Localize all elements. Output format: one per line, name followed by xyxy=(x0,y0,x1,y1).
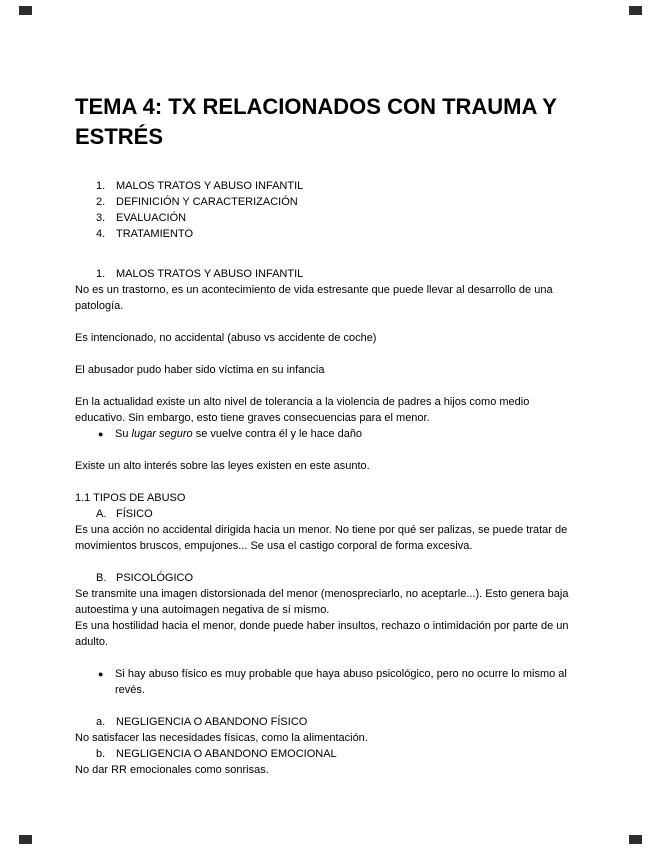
bullet-text-italic: lugar seguro xyxy=(131,428,193,440)
bullet-text-post: se vuelve contra él y le hace daño xyxy=(192,428,363,440)
section-1-paragraph-5: Existe un alto interés sobre las leyes existen en este asunto. xyxy=(75,460,370,472)
negligencia-fisica-paragraph: No satisfacer las necesidades físicas, como la alimentación. xyxy=(75,732,368,744)
blank-line xyxy=(75,650,579,666)
subsection-label: FÍSICO xyxy=(116,508,153,520)
index-item-number: 3. xyxy=(96,212,106,224)
subsection-letter: b. xyxy=(96,748,106,760)
subsection-b-negligencia-emocional-heading xyxy=(75,746,579,762)
subsection-a-fisico-heading xyxy=(75,506,579,522)
section-1-paragraph-2: Es intencionado, no accidental (abuso vs accidente de coche) xyxy=(75,332,377,344)
bullet-item-text: Si hay abuso físico es muy probable que haya abuso psicológico, pero no ocurre lo mismo al revés. xyxy=(115,668,567,696)
index-item-number: 4. xyxy=(96,228,106,240)
index-item-label: TRATAMIENTO xyxy=(116,228,193,240)
index-item xyxy=(75,210,579,226)
subsection-label: PSICOLÓGICO xyxy=(116,572,194,584)
section-1-heading-number: 1. xyxy=(96,268,106,280)
blank-line xyxy=(75,698,579,714)
index-item xyxy=(75,178,579,194)
bullet-item-lugar-seguro xyxy=(75,426,579,442)
section-1-paragraph-3: El abusador pudo haber sido víctima en su infancia xyxy=(75,364,325,376)
subsection-a-negligencia-fisica-heading xyxy=(75,714,579,730)
blank-line xyxy=(75,314,579,330)
subsection-letter: a. xyxy=(96,716,106,728)
psicologico-paragraph-2: Es una hostilidad hacia el menor, donde puede haber insultos, rechazo o intimidación por parte de un adulto. xyxy=(75,620,569,648)
index-item-number: 2. xyxy=(96,196,106,208)
blank-line xyxy=(75,378,579,394)
subsection-letter: B. xyxy=(96,572,107,584)
section-1-heading-label: MALOS TRATOS Y ABUSO INFANTIL xyxy=(116,268,304,280)
blank-line xyxy=(75,474,579,490)
section-1-paragraph-1: No es un trastorno, es un acontecimiento de vida estresante que puede llevar al desarrollo de una patología. xyxy=(75,284,553,312)
bullet-text-pre: Su xyxy=(115,428,132,440)
bullet-item-text xyxy=(115,426,579,442)
index-item xyxy=(75,194,579,210)
section-1-paragraph-4: En la actualidad existe un alto nivel de tolerancia a la violencia de padres a hijos como medio educativo. Sin embargo, esto tiene graves consecuencias para el menor. xyxy=(75,396,530,424)
index-item-label: EVALUACIÓN xyxy=(116,212,187,224)
negligencia-emocional-paragraph: No dar RR emocionales como sonrisas. xyxy=(75,764,269,776)
subsection-letter: A. xyxy=(96,508,107,520)
blank-line xyxy=(75,554,579,570)
index-item-number: 1. xyxy=(96,180,106,192)
index-item-label: DEFINICIÓN Y CARACTERIZACIÓN xyxy=(116,196,298,208)
bullet-item-abuso-fisico-psicologico xyxy=(75,666,579,698)
section-1-heading xyxy=(75,266,579,282)
index-list xyxy=(75,178,579,242)
index-item xyxy=(75,226,579,242)
index-item-label: MALOS TRATOS Y ABUSO INFANTIL xyxy=(116,180,304,192)
blank-line xyxy=(75,442,579,458)
psicologico-paragraph-1: Se transmite una imagen distorsionada del menor (menospreciarlo, no aceptarle...). Esto genera baja autoestima y una autoimagen negativa de sí mismo. xyxy=(75,588,569,616)
fisico-paragraph: Es una acción no accidental dirigida hacia un menor. No tiene por qué ser palizas, se puede tratar de movimientos bruscos, empujones... Se usa el castigo corporal de forma excesiva. xyxy=(75,524,568,552)
subsection-label: NEGLIGENCIA O ABANDONO EMOCIONAL xyxy=(116,748,337,760)
blank-line xyxy=(75,346,579,362)
section-1-1-heading: 1.1 TIPOS DE ABUSO xyxy=(75,492,186,504)
bullet-icon: ● xyxy=(98,669,104,679)
subsection-b-psicologico-heading xyxy=(75,570,579,586)
document-title: TEMA 4: TX RELACIONADOS CON TRAUMA Y ESTRÉS xyxy=(75,94,557,149)
bullet-icon: ● xyxy=(98,429,104,439)
subsection-label: NEGLIGENCIA O ABANDONO FÍSICO xyxy=(116,716,308,728)
